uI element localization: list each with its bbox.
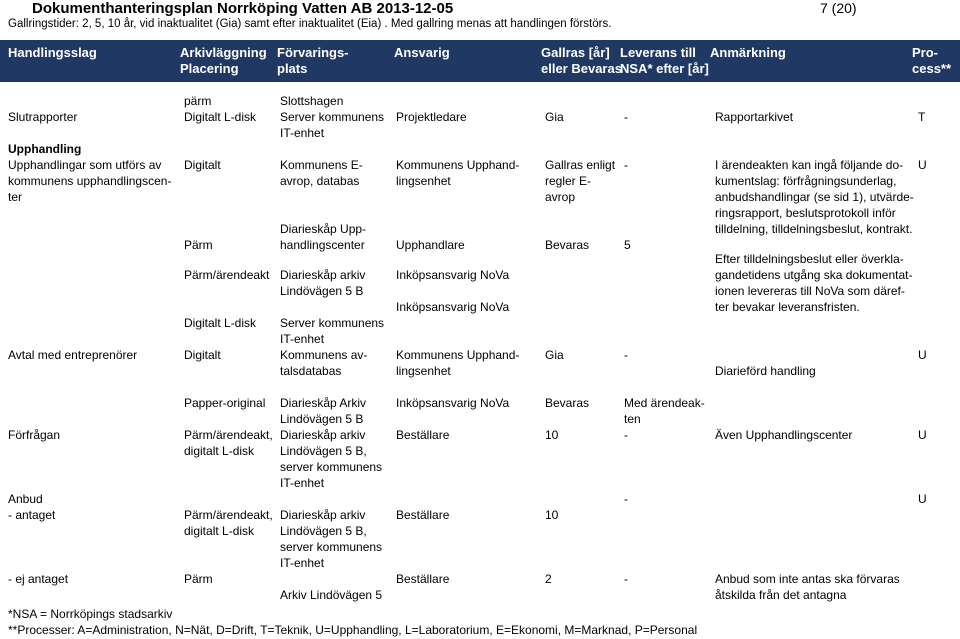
cell-placering: Digitalt [184, 348, 221, 362]
gallring-note: Gallringstider: 2, 5, 10 år, vid inaktualitet (Gia) samt efter inaktualitet (Eia) . Med gallring menas att handlingen förstörs. [8, 18, 612, 30]
cell-plats: Diarieskåp arkiv [280, 268, 366, 282]
cell-ansvarig: Inköpsansvarig NoVa [396, 300, 510, 314]
col-gallras-2: eller Bevaras [541, 61, 622, 76]
cell-plats: Server kommunens [280, 316, 385, 330]
cell-placering: digitalt L-disk [184, 524, 255, 538]
cell-gallras: Gia [545, 348, 564, 362]
col-process-1: Pro- [912, 45, 938, 60]
col-process-2: cess** [912, 61, 952, 76]
col-ansvarig: Ansvarig [394, 45, 450, 60]
col-arkivlaggning: Arkivläggning [180, 45, 267, 60]
cell-process: U [918, 158, 927, 172]
cell-plats: Diarieskåp arkiv [280, 428, 366, 442]
cell-ansvarig: Beställare [396, 508, 450, 522]
cell-plats: Diarieskåp Arkiv [280, 396, 367, 410]
cell-placering: Papper-original [184, 396, 266, 410]
cell-handlingsslag: kommunens upphandlingscen- [8, 174, 172, 188]
cell-ansvarig: lingsenhet [396, 364, 451, 378]
cell-handlingsslag: Slutrapporter [8, 110, 78, 124]
cell-plats: handlingscenter [280, 238, 365, 252]
cell-ansvarig: lingsenhet [396, 174, 451, 188]
cell-plats: Diarieskåp arkiv [280, 508, 366, 522]
cell-plats: talsdatabas [280, 364, 342, 378]
cell-process: U [918, 492, 927, 506]
cell-leverans: - [624, 348, 628, 362]
cell-plats: Arkiv Lindövägen 5 [280, 588, 383, 602]
cell-placering: Pärm [184, 238, 213, 252]
cell-anmarkning: Rapportarkivet [715, 110, 794, 124]
cell-anmarkning: åtskilda från det antagna [715, 588, 847, 602]
col-placering: Placering [180, 61, 239, 76]
cell-anmarkning: Efter tilldelningsbeslut eller överkla- [715, 252, 904, 266]
cell-handlingsslag: Förfrågan [8, 428, 61, 442]
cell-placering: digitalt L-disk [184, 444, 255, 458]
cell-plats: IT-enhet [280, 556, 325, 570]
cell-anmarkning: gandetidens utgång ska dokumentat- [715, 268, 913, 282]
cell-ansvarig: Projektledare [396, 110, 467, 124]
cell-process: U [918, 428, 927, 442]
cell-leverans: 5 [624, 238, 631, 252]
cell-ansvarig: Inköpsansvarig NoVa [396, 396, 510, 410]
cell-plats: IT-enhet [280, 332, 325, 346]
cell-process: U [918, 348, 927, 362]
section-heading: Upphandling [8, 142, 82, 156]
cell-anmarkning: Anbud som inte antas ska förvaras [715, 572, 900, 586]
cell-gallras: 10 [545, 428, 559, 442]
cell-leverans: - [624, 110, 628, 124]
cell-handlingsslag: Avtal med entreprenörer [8, 348, 138, 362]
cell-handlingsslag: Anbud [8, 492, 43, 506]
cell-anmarkning: Diarieförd handling [715, 364, 816, 378]
col-leverans-2: NSA* efter [år] [620, 61, 709, 76]
cell-placering: Pärm/ärendeakt, [184, 428, 273, 442]
cell-placering: Pärm [184, 572, 213, 586]
cell-ansvarig: Inköpsansvarig NoVa [396, 268, 510, 282]
cell-ansvarig: Beställare [396, 572, 450, 586]
cell-anmarkning: ter bevakar leveransfristen. [715, 300, 860, 314]
cell-leverans: - [624, 428, 628, 442]
column-header-bar [0, 40, 960, 82]
cell-plats: Lindövägen 5 B, [280, 444, 367, 458]
footnote-nsa: *NSA = Norrköpings stadsarkiv [8, 607, 173, 621]
cell-plats: IT-enhet [280, 476, 325, 490]
cell-anmarkning: tilldelning, tilldelningsbeslut, kontrakt. [715, 222, 913, 236]
cell-placering: Digitalt L-disk [184, 110, 257, 124]
cell-ansvarig: Kommunens Upphand- [396, 348, 520, 362]
cell-handlingsslag: Upphandlingar som utförs av [8, 158, 162, 172]
cell-plats: Slottshagen [280, 94, 344, 108]
cell-leverans: ten [624, 412, 641, 426]
cell-anmarkning: anbudshandlingar (se sid 1), utvärde- [715, 190, 914, 204]
cell-gallras: Gallras enligt [545, 158, 616, 172]
cell-plats: Lindövägen 5 B [280, 412, 364, 426]
cell-plats: IT-enhet [280, 126, 325, 140]
cell-handlingsslag: - antaget [8, 508, 56, 522]
cell-handlingsslag: - ej antaget [8, 572, 69, 586]
cell-plats: Diarieskåp Upp- [280, 222, 367, 236]
cell-leverans: Med ärendeak- [624, 396, 705, 410]
cell-leverans: - [624, 158, 628, 172]
cell-anmarkning: ionen levereras till NoVa som däref- [715, 284, 905, 298]
cell-plats: Kommunens av- [280, 348, 368, 362]
cell-gallras: Gia [545, 110, 564, 124]
col-anmarkning: Anmärkning [710, 45, 786, 60]
cell-plats: Kommunens E- [280, 158, 363, 172]
footnote-processer: **Processer: A=Administration, N=Nät, D=Drift, T=Teknik, U=Upphandling, L=Laboratorium, E=Ekonomi, M=Marknad, P=Personal [8, 623, 698, 637]
cell-placering: pärm [184, 94, 212, 108]
page-number: 7 (20) [820, 0, 857, 16]
cell-handlingsslag: ter [8, 190, 23, 204]
cell-plats: Server kommunens [280, 110, 385, 124]
cell-placering: Pärm/ärendeakt, [184, 508, 273, 522]
col-handlingsslag: Handlingsslag [8, 45, 97, 60]
cell-ansvarig: Upphandlare [396, 238, 465, 252]
col-gallras-1: Gallras [år] [541, 45, 610, 60]
cell-anmarkning: kumentslag: förfrågningsunderlag, [715, 174, 897, 188]
col-forvaringsplats-2: plats [277, 61, 308, 76]
cell-gallras: regler E- [545, 174, 592, 188]
cell-leverans: - [624, 572, 628, 586]
cell-ansvarig: Kommunens Upphand- [396, 158, 520, 172]
cell-gallras: Bevaras [545, 396, 590, 410]
cell-leverans: - [624, 492, 628, 506]
cell-placering: Digitalt L-disk [184, 316, 257, 330]
cell-process: T [918, 110, 926, 124]
cell-anmarkning: ringsrapport, beslutsprotokoll inför [715, 206, 896, 220]
col-forvaringsplats-1: Förvarings- [277, 45, 349, 60]
cell-plats: server kommunens [280, 460, 383, 474]
cell-gallras: Bevaras [545, 238, 590, 252]
cell-ansvarig: Beställare [396, 428, 450, 442]
cell-placering: Pärm/ärendeakt [184, 268, 270, 282]
cell-gallras: avrop [545, 190, 576, 204]
cell-gallras: 10 [545, 508, 559, 522]
cell-plats: avrop, databas [280, 174, 360, 188]
document-title: Dokumenthanteringsplan Norrköping Vatten AB 2013-12-05 [32, 0, 454, 17]
cell-plats: Lindövägen 5 B [280, 284, 364, 298]
cell-plats: Lindövägen 5 B, [280, 524, 367, 538]
cell-plats: server kommunens [280, 540, 383, 554]
cell-gallras: 2 [545, 572, 552, 586]
cell-anmarkning: Även Upphandlingscenter [715, 428, 853, 442]
cell-anmarkning: I ärendeakten kan ingå följande do- [715, 158, 904, 172]
col-leverans-1: Leverans till [620, 45, 696, 60]
cell-placering: Digitalt [184, 158, 221, 172]
